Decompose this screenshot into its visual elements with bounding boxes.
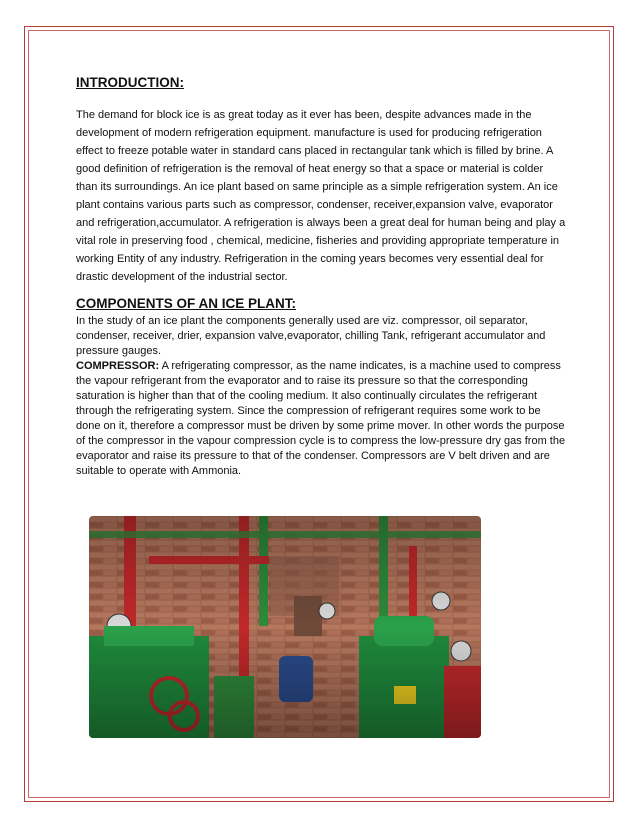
ice-plant-photo <box>89 516 481 738</box>
components-intro-paragraph: In the study of an ice plant the components generally used are viz. compressor, oil separator, condenser, receiver, drier, expansion valve,evaporator, chilling Tank, refrigerant accumulator and pressure gauges. <box>76 315 546 357</box>
compressor-label: COMPRESSOR: <box>76 360 160 372</box>
compressor-description: A refrigerating compressor, as the name indicates, is a machine used to compress the vapour refrigerant from the evaporator and to raise its pressure so that the corresponding saturation is higher than that of the cooling medium. It also continually circulates the refrigerant through the refrigerating system. Since the compression of refrigerant requires some work to be done on it, therefore a compressor must be driven by some prime mover. In other words the purpose of the compressor in the vapour compression cycle is to compress the low-pressure dry gas from the evaporator and raise its pressure to that of the condenser. Compressors are V belt driven and are suitable to operate with Ammonia. <box>76 360 566 477</box>
document-body <box>76 74 566 479</box>
compressor-paragraph <box>76 359 566 479</box>
introduction-paragraph: The demand for block ice is as great today as it ever has been, despite advances made in the development of modern refrigeration equipment. manufacture is used for producing refrigeration effect to freeze potable water in standard cans placed in rectangular tank which is filled by brine. A good definition of refrigeration is the removal of heat energy so that a space or material is colder than its surroundings. An ice plant based on same principle as a simple refrigeration system. An ice plant contains various parts such as compressor, condenser, receiver,expansion valve, evaporator and refrigeration,accumulator. A refrigeration is always been a great deal for human being and play a vital role in preserving food , chemical, medicine, fisheries and providing appropriate temperature in working Entity of any industry. Refrigeration in the coming years becomes very essential deal for drastic development of the industrial sector. <box>76 109 566 283</box>
components-heading: COMPONENTS OF AN ICE PLANT: <box>76 296 297 311</box>
introduction-heading: INTRODUCTION: <box>76 75 184 90</box>
